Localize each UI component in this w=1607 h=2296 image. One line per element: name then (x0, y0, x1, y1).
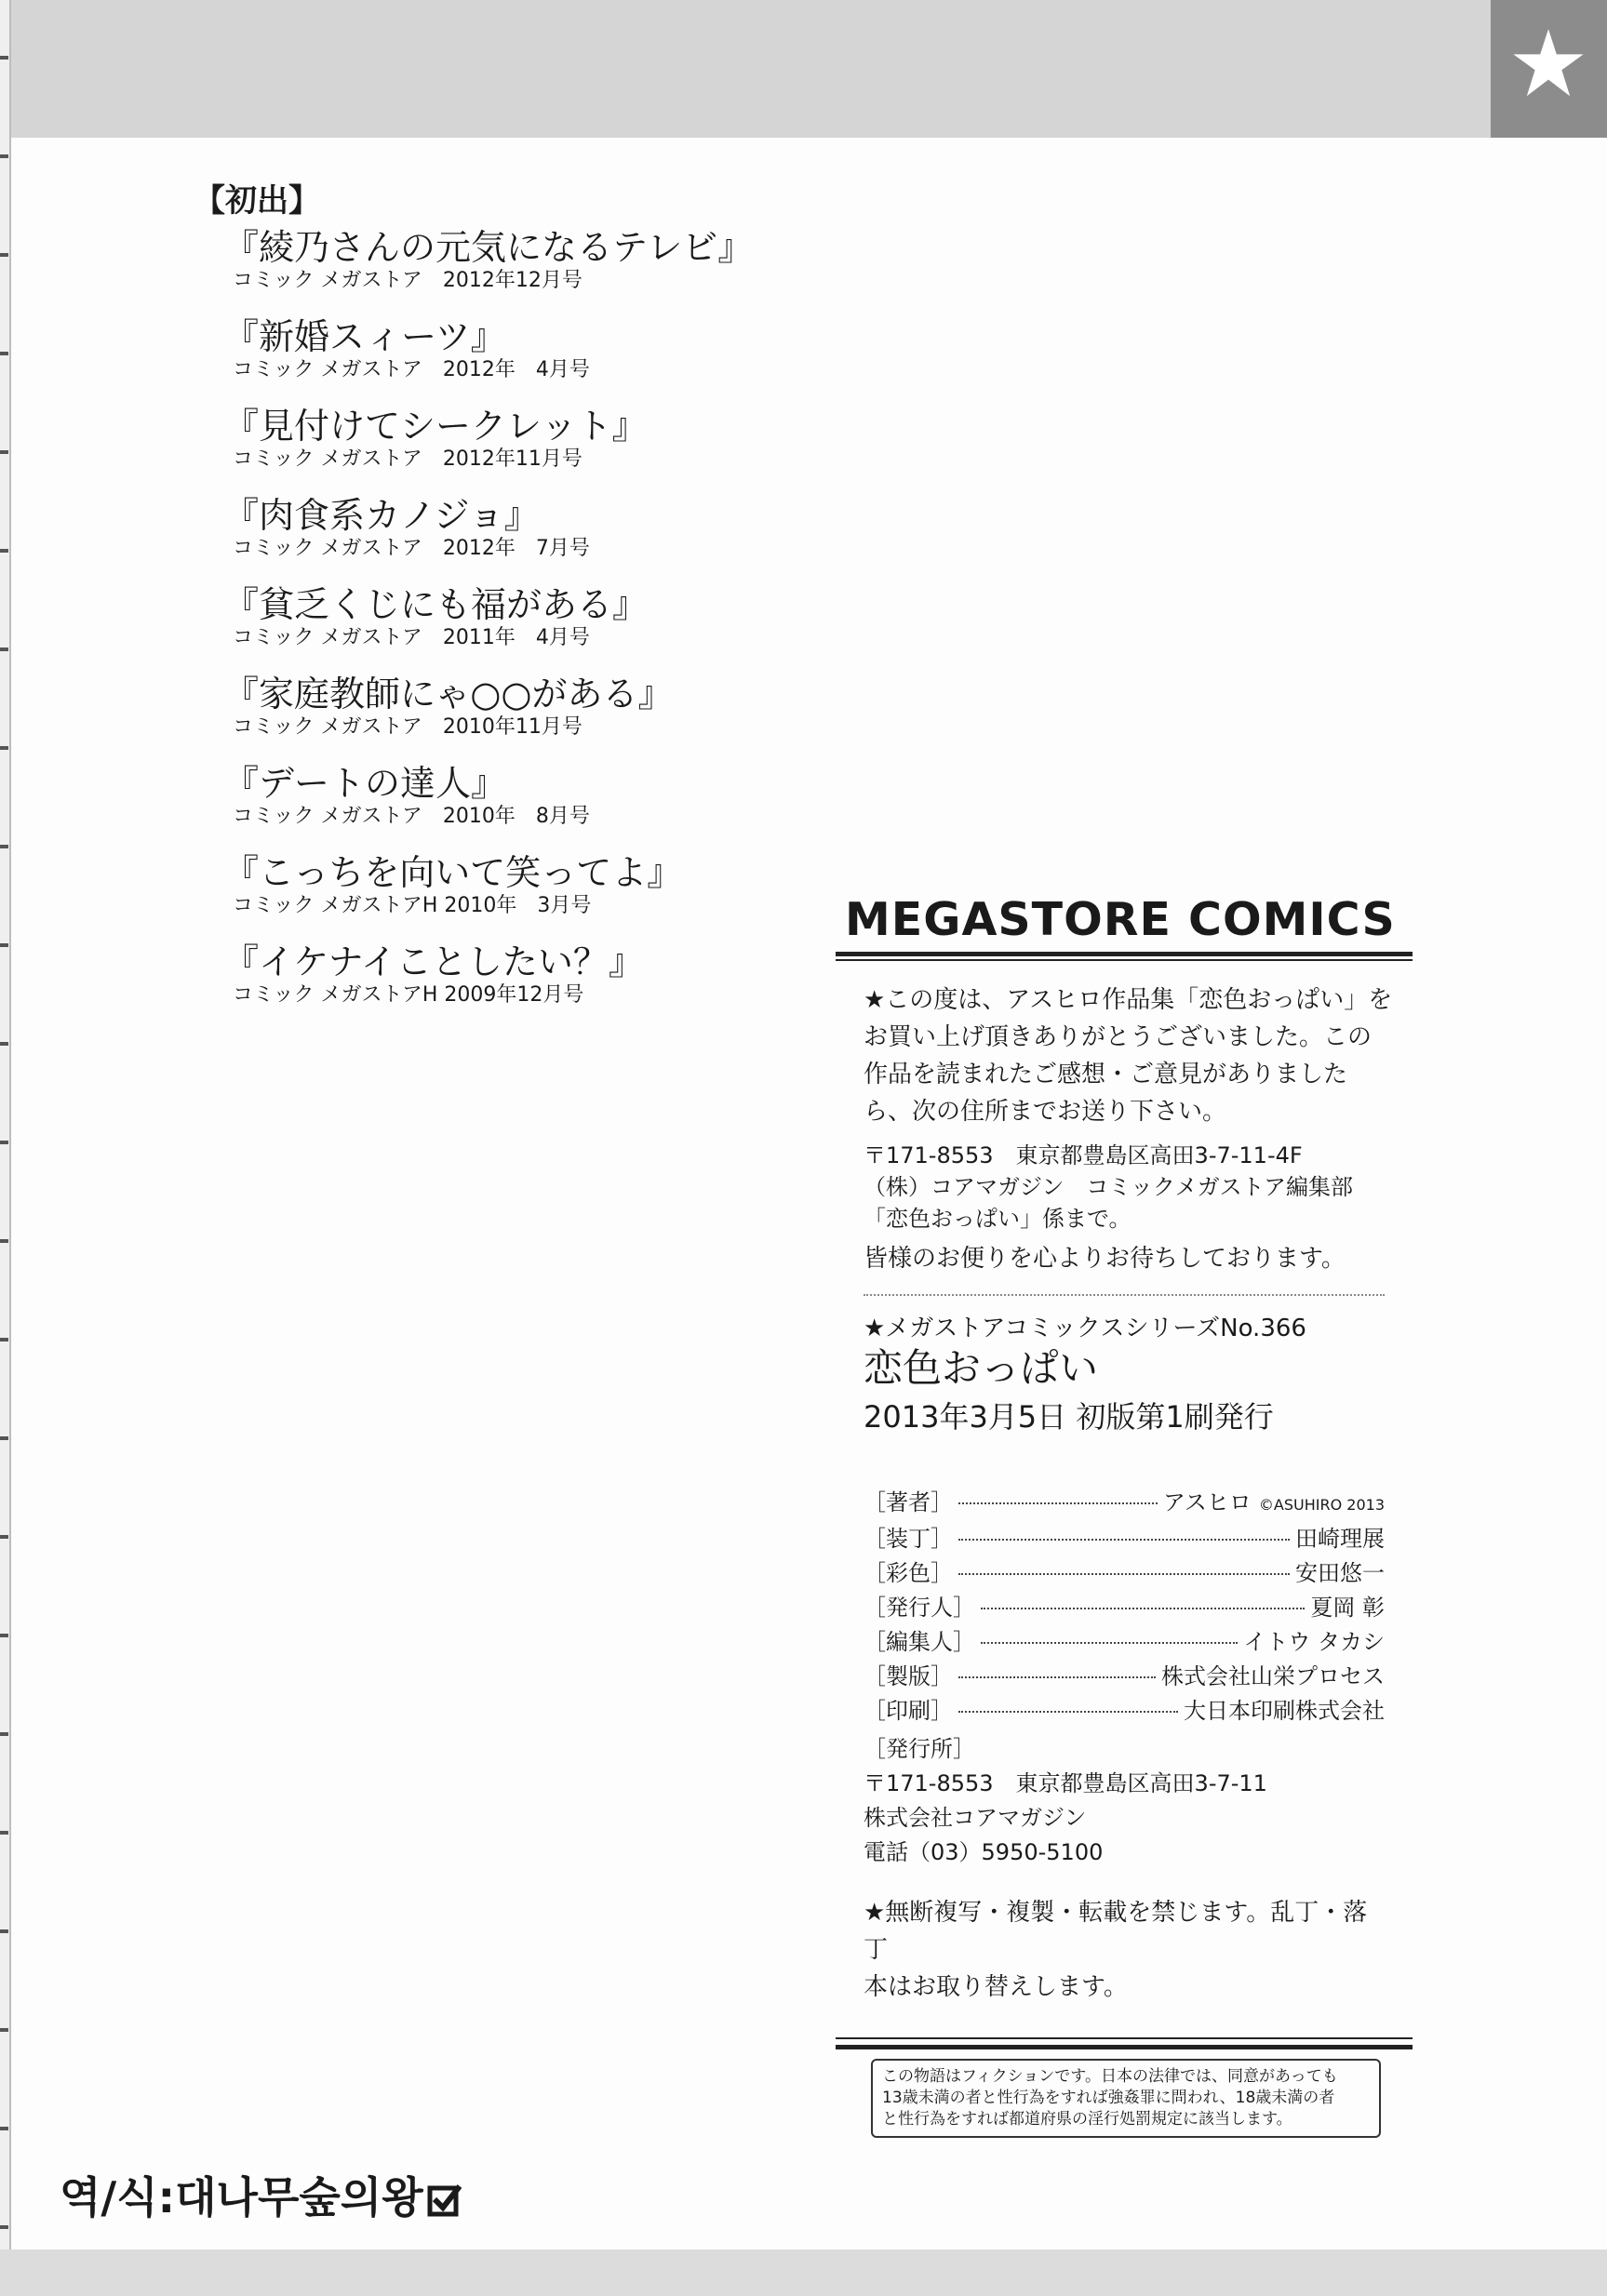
star-icon (1511, 26, 1586, 100)
edge-tick (0, 1929, 8, 1933)
fiction-notice-box (871, 2059, 1381, 2138)
list-item (223, 941, 837, 1030)
address-line: 〒171-8553 東京都豊島区高田3-7-11-4F (864, 1142, 1303, 1168)
mailing-address (864, 1140, 1413, 1235)
edge-tick (0, 352, 8, 355)
divider (836, 2045, 1413, 2049)
credit-label: ［彩色］ (864, 1560, 953, 1586)
edge-tick (0, 549, 8, 553)
story-source: コミック メガストア 2010年 8月号 (233, 805, 590, 828)
message-line: ★この度は、アスヒロ作品集「恋色おっぱい」を (864, 986, 1393, 1014)
story-title: 『デートの達人』 (223, 763, 507, 804)
story-title: 『綾乃さんの元気になるテレビ』 (223, 227, 754, 268)
list-item (223, 405, 837, 494)
publisher-block (864, 1732, 1413, 1870)
credit-row (864, 1522, 1385, 1556)
credits-list (864, 1486, 1385, 1729)
story-source: コミック メガストア 2012年11月号 (233, 447, 583, 471)
divider (864, 1294, 1385, 1296)
edge-tick (0, 647, 8, 651)
edge-tick (0, 1239, 8, 1243)
copyright-notice (864, 1894, 1385, 2006)
credit-row (864, 1556, 1385, 1591)
edge-tick (0, 450, 8, 454)
bottom-margin-band (0, 2249, 1607, 2296)
credit-value: 田崎理展 (1295, 1526, 1385, 1552)
list-item (223, 762, 837, 851)
credit-value: 安田悠一 (1295, 1560, 1385, 1586)
credit-label: ［製版］ (864, 1663, 953, 1689)
message-line: ら、次の住所までお送り下さい。 (864, 1098, 1227, 1126)
fiction-notice-line: と性行為をすれば都道府県の淫行処罰規定に該当します。 (882, 2110, 1292, 2129)
story-title: 『見付けてシークレット』 (223, 406, 648, 447)
story-title: 『イケナイことしたい？』 (223, 941, 644, 982)
divider (836, 959, 1413, 961)
first-publication-list (186, 175, 837, 1030)
edge-tick (0, 1732, 8, 1736)
story-source: コミック メガストア 2012年 7月号 (233, 537, 590, 560)
brand-logo-text: MEGASTORE COMICS (845, 893, 1396, 946)
list-item (223, 226, 837, 315)
edge-tick (0, 1338, 8, 1342)
footer-rules (836, 2037, 1413, 2049)
credit-label: ［著者］ (864, 1489, 953, 1515)
credit-row (864, 1660, 1385, 1694)
top-margin-band (0, 0, 1607, 138)
edge-tick (0, 1436, 8, 1440)
leader-dots (958, 1502, 1158, 1504)
star-tab (1491, 0, 1607, 138)
notice-line: ★無断複写・複製・転載を禁じます。乱丁・落丁 (864, 1899, 1368, 1964)
credit-label: ［編集人］ (864, 1629, 975, 1655)
edge-tick (0, 1634, 8, 1637)
edge-tick (0, 1042, 8, 1046)
leader-dots (981, 1608, 1305, 1609)
credit-value: 大日本印刷株式会社 (1184, 1698, 1385, 1724)
edge-tick (0, 154, 8, 158)
publisher-company: 株式会社コアマガジン (864, 1805, 1087, 1831)
divider (836, 2037, 1413, 2039)
series-number: ★メガストアコミックスシリーズNo.366 (864, 1315, 1306, 1342)
leader-dots (958, 1573, 1290, 1575)
credit-label: ［装丁］ (864, 1526, 953, 1552)
book-title: 恋色おっぱい (864, 1345, 1099, 1391)
first-publication-heading: 【初出】 (194, 182, 320, 220)
fiction-notice-line: この物語はフィクションです。日本の法律では、同意があっても (882, 2067, 1338, 2086)
credit-value: 株式会社山栄プロセス (1161, 1663, 1385, 1689)
edge-tick (0, 2028, 8, 2032)
publisher-phone: 電話（03）5950-5100 (864, 1839, 1104, 1865)
story-title: 『こっちを向いて笑ってよ』 (223, 852, 683, 893)
edge-tick (0, 2127, 8, 2130)
credit-row (864, 1591, 1385, 1625)
leader-dots (981, 1642, 1238, 1644)
edge-tick (0, 1831, 8, 1835)
publisher-label: ［発行所］ (864, 1736, 975, 1762)
story-source: コミック メガストア 2011年 4月号 (233, 626, 590, 649)
story-title: 『肉食系カノジョ』 (223, 495, 540, 536)
closing-line: 皆様のお便りを心よりお待ちしております。 (864, 1245, 1346, 1273)
credit-label: ［発行人］ (864, 1595, 975, 1621)
publication-date: 2013年3月5日 初版第1刷発行 (864, 1399, 1274, 1435)
binding-edge (0, 0, 11, 2296)
fiction-notice-line: 13歳未満の者と性行為をすれば強姦罪に問われ、18歳未満の者 (882, 2089, 1335, 2107)
credit-value: 夏岡 彰 (1310, 1595, 1385, 1621)
edge-tick (0, 943, 8, 947)
leader-dots (958, 1539, 1290, 1541)
story-source: コミック メガストア 2012年 4月号 (233, 358, 590, 381)
leader-dots (958, 1711, 1178, 1713)
story-source: コミック メガストアH 2010年 3月号 (233, 894, 592, 917)
story-source: コミック メガストアH 2009年12月号 (233, 983, 584, 1007)
edge-tick (0, 253, 8, 257)
publisher-address: 〒171-8553 東京都豊島区高田3-7-11 (864, 1770, 1267, 1796)
credit-row (864, 1694, 1385, 1729)
edge-tick (0, 746, 8, 750)
divider (836, 952, 1413, 956)
thank-you-message (864, 981, 1394, 1130)
list-item (223, 315, 837, 405)
list-item (223, 583, 837, 673)
credit-row (864, 1625, 1385, 1660)
checkbox-icon (427, 2183, 462, 2218)
address-line: 「恋色おっぱい」係まで。 (864, 1206, 1132, 1232)
list-item (223, 673, 837, 762)
credit-value: イトウ タカシ (1243, 1629, 1385, 1655)
copyright-mark: ©ASUHIRO 2013 (1258, 1496, 1385, 1514)
story-source: コミック メガストア 2010年11月号 (233, 715, 583, 739)
edge-tick (0, 1141, 8, 1144)
credit-label: ［印刷］ (864, 1698, 953, 1724)
edge-tick (0, 2225, 8, 2229)
address-line: （株）コアマガジン コミックメガストア編集部 (864, 1174, 1353, 1200)
message-line: お買い上げ頂きありがとうございました。この (864, 1023, 1373, 1051)
edge-tick (0, 56, 8, 60)
story-title: 『家庭教師にゃ○○がある』 (223, 674, 674, 714)
list-item (223, 851, 837, 941)
edge-tick (0, 845, 8, 848)
credit-value: アスヒロ (1162, 1489, 1252, 1515)
notice-line: 本はお取り替えします。 (864, 1973, 1128, 2001)
story-title: 『貧乏くじにも福がある』 (223, 584, 649, 625)
leader-dots (958, 1676, 1156, 1678)
story-source: コミック メガストア 2012年12月号 (233, 269, 583, 292)
message-line: 作品を読まれたご感想・ご意見がありました (864, 1061, 1348, 1088)
translator-credit (60, 2164, 462, 2225)
translator-credit-text: 역/식:대나무숲의왕 (60, 2172, 423, 2223)
story-title: 『新婚スィーツ』 (223, 316, 506, 357)
list-item (223, 494, 837, 583)
credit-row (864, 1486, 1385, 1522)
colophon (836, 893, 1413, 2138)
edge-tick (0, 1535, 8, 1539)
